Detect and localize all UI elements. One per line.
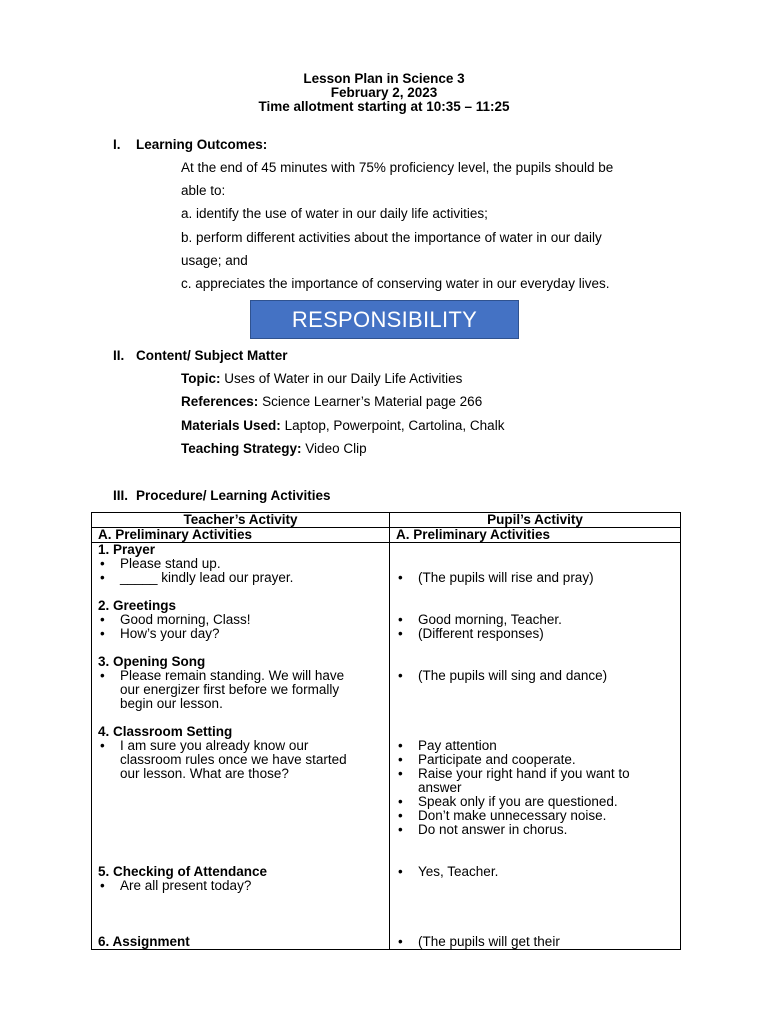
section-heading: Content/ Subject Matter (136, 348, 288, 363)
outcome-b-line2: usage; and (181, 253, 248, 268)
section-number: III. (113, 488, 129, 503)
section-procedure (113, 488, 331, 503)
step-opening-song: 3. Opening Song (98, 654, 206, 669)
pupil-activities-cell (390, 543, 681, 950)
list-item: • (The pupils will sing and dance) (418, 669, 668, 683)
outcomes-intro-line1: At the end of 45 minutes with 75% proficiency level, the pupils should be (181, 160, 614, 175)
strategy-value: Video Clip (305, 441, 367, 456)
section-number: I. (113, 137, 121, 152)
list-item: • Speak only if you are questioned. (418, 795, 668, 809)
list-item: • How’s your day? (120, 627, 370, 641)
list-item: • (Different responses) (418, 627, 668, 641)
list-item: • Raise your right hand if you want to answer (418, 767, 658, 795)
list-item: • Good morning, Class! (120, 613, 370, 627)
topic-label: Topic: (181, 371, 221, 386)
outcome-a: a. identify the use of water in our daily life activities; (181, 206, 488, 221)
table-subheader-row (92, 528, 681, 543)
topic-value: Uses of Water in our Daily Life Activities (224, 371, 463, 386)
strategy-line (181, 441, 367, 456)
list-item: • Please remain standing. We will have our energizer first before we formally begin our lesson. (120, 669, 360, 711)
pupil-subheader: A. Preliminary Activities (390, 528, 681, 543)
list-item: • Are all present today? (120, 879, 370, 893)
pupil-activity-header: Pupil’s Activity (390, 513, 681, 528)
lesson-date: February 2, 2023 (330, 85, 438, 100)
step-classroom-setting: 4. Classroom Setting (98, 724, 233, 739)
references-label: References: (181, 394, 259, 409)
step-greetings: 2. Greetings (98, 598, 177, 613)
references-line (181, 394, 482, 409)
list-item: • Please stand up. (120, 557, 370, 571)
section-number: II. (113, 348, 125, 363)
teacher-activities-cell (92, 543, 390, 950)
section-heading: Learning Outcomes: (136, 137, 268, 152)
outcome-b-line1: b. perform different activities about the importance of water in our daily (181, 230, 602, 245)
section-learning-outcomes (113, 137, 267, 152)
materials-label: Materials Used: (181, 418, 281, 433)
section-heading: Procedure/ Learning Activities (136, 488, 331, 503)
list-item: • Good morning, Teacher. (418, 613, 668, 627)
time-allotment: Time allotment starting at 10:35 – 11:25 (258, 99, 510, 114)
value-focus-box: RESPONSIBILITY (250, 300, 519, 339)
materials-value: Laptop, Powerpoint, Cartolina, Chalk (284, 418, 505, 433)
topic-line (181, 371, 462, 386)
teacher-activity-header: Teacher’s Activity (92, 513, 390, 528)
step-attendance: 5. Checking of Attendance (98, 864, 268, 879)
strategy-label: Teaching Strategy: (181, 441, 302, 456)
section-content (113, 348, 288, 363)
list-item: • Don’t make unnecessary noise. (418, 809, 668, 823)
table-row (92, 543, 681, 950)
lesson-title: Lesson Plan in Science 3 (303, 71, 465, 86)
step-prayer: 1. Prayer (98, 542, 156, 557)
list-item: • (The pupils will get their (418, 935, 668, 949)
outcome-c: c. appreciates the importance of conserving water in our everyday lives. (181, 276, 610, 291)
list-item: • (The pupils will rise and pray) (418, 571, 668, 585)
list-item: • _____ kindly lead our prayer. (120, 571, 370, 585)
teacher-subheader: A. Preliminary Activities (92, 528, 390, 543)
list-item: • I am sure you already know our classroom rules once we have started our lesson. What are those? (120, 739, 365, 781)
procedure-table (91, 512, 681, 950)
list-item: • Pay attention (418, 739, 668, 753)
list-item: • Yes, Teacher. (418, 865, 668, 879)
references-value: Science Learner’s Material page 266 (262, 394, 483, 409)
step-assignment: 6. Assignment (98, 934, 190, 949)
list-item: • Do not answer in chorus. (418, 823, 668, 837)
outcomes-intro-line2: able to: (181, 183, 226, 198)
table-header-row (92, 513, 681, 528)
materials-line (181, 418, 504, 433)
list-item: • Participate and cooperate. (418, 753, 668, 767)
document-header (0, 72, 768, 114)
